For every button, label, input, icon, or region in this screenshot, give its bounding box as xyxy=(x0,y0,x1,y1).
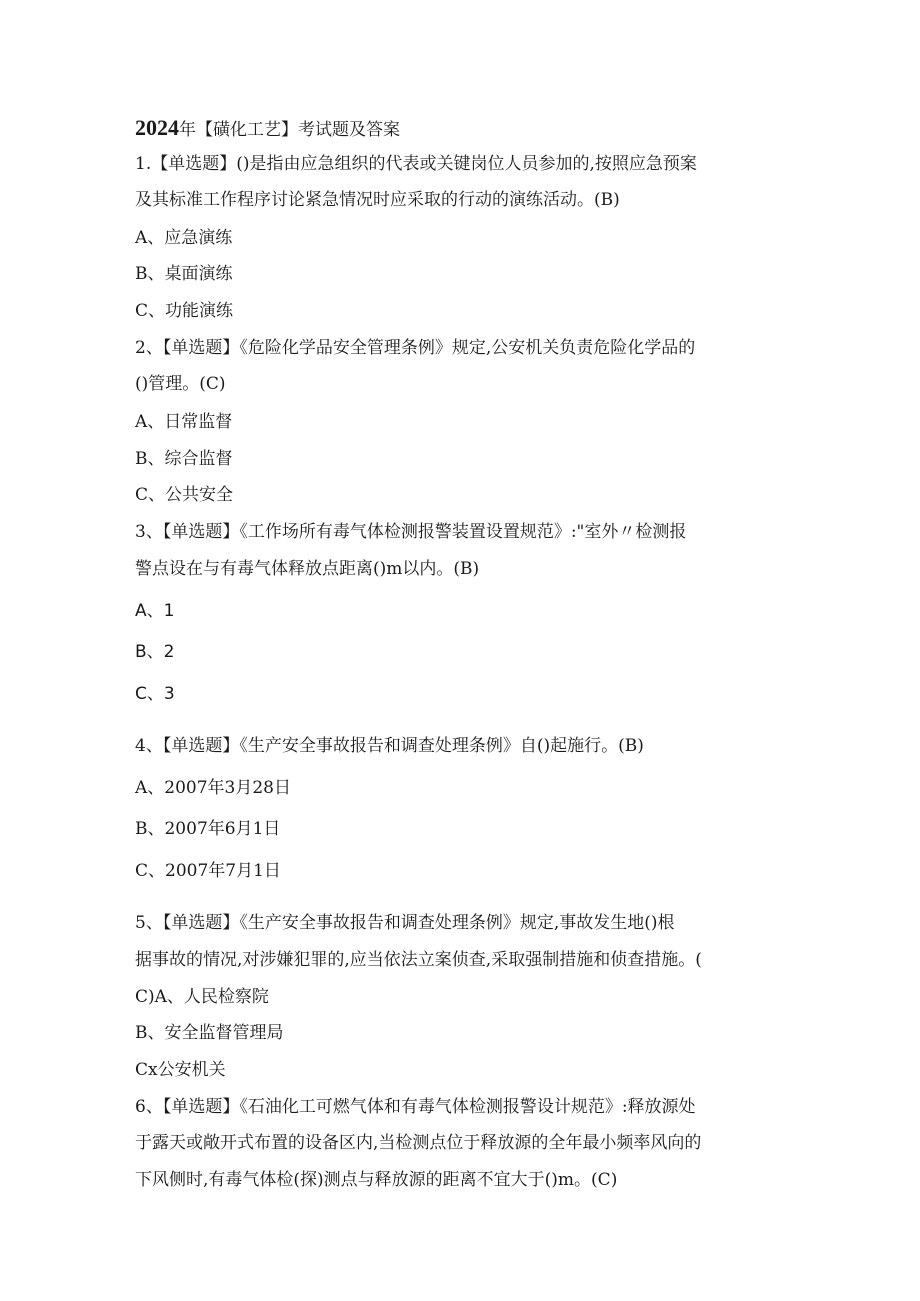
question-5-line-3: C)A、人民检察院 xyxy=(135,987,269,1007)
question-3-option-a: A、1 xyxy=(135,601,175,621)
question-4-line-1: 4、【单选题】《生产安全事故报告和调查处理条例》自()起施行。(B) xyxy=(135,736,644,756)
question-2-line-2: ()管理。(C) xyxy=(135,374,226,394)
question-5-line-1: 5、【单选题】《生产安全事故报告和调查处理条例》规定,事故发生地()根 xyxy=(135,913,675,933)
question-2-line-1: 2、【单选题】《危险化学品安全管理条例》规定,公安机关负责危险化学品的 xyxy=(135,338,696,358)
title-text: 年【磺化工艺】考试题及答案 xyxy=(179,120,400,140)
question-4-option-c: C、2007年7月1日 xyxy=(135,861,281,881)
question-1-line-1: 1.【单选题】()是指由应急组织的代表或关键岗位人员参加的,按照应急预案 xyxy=(135,154,697,174)
question-6-line-2: 于露天或敞开式布置的设备区内,当检测点位于释放源的全年最小频率风向的 xyxy=(135,1133,702,1153)
question-4-option-a: A、2007年3月28日 xyxy=(135,778,291,798)
question-2-option-b: B、综合监督 xyxy=(135,449,233,469)
question-3-line-2: 警点设在与有毒气体释放点距离()m以内。(B) xyxy=(135,559,480,579)
question-5-line-2: 据事故的情况,对涉嫌犯罪的,应当依法立案侦查,采取强制措施和侦查措施。( xyxy=(135,950,702,970)
question-3-option-b: B、2 xyxy=(135,642,175,662)
question-1-option-a: A、应急演练 xyxy=(135,228,233,248)
document-title xyxy=(135,114,400,144)
question-5-option-b: B、安全监督管理局 xyxy=(135,1023,284,1043)
question-1-option-c: C、功能演练 xyxy=(135,301,234,321)
question-4-option-b: B、2007年6月1日 xyxy=(135,819,281,839)
title-year: 2024 xyxy=(135,115,179,140)
question-6-line-1: 6、【单选题】《石油化工可燃气体和有毒气体检测报警设计规范》:释放源处 xyxy=(135,1097,696,1117)
question-2-option-a: A、日常监督 xyxy=(135,412,233,432)
question-1-line-2: 及其标准工作程序讨论紧急情况时应采取的行动的演练活动。(B) xyxy=(135,190,620,210)
question-3-line-1: 3、【单选题】《工作场所有毒气体检测报警装置设置规范》:"室外〃检测报 xyxy=(135,522,687,542)
question-1-option-b: B、桌面演练 xyxy=(135,264,233,284)
question-6-line-3: 下风侧时,有毒气体检(探)测点与释放源的距离不宜大于()m。(C) xyxy=(135,1170,618,1190)
question-2-option-c: C、公共安全 xyxy=(135,485,234,505)
question-5-option-c: Cx公安机关 xyxy=(135,1060,226,1080)
question-3-option-c: C、3 xyxy=(135,684,175,704)
